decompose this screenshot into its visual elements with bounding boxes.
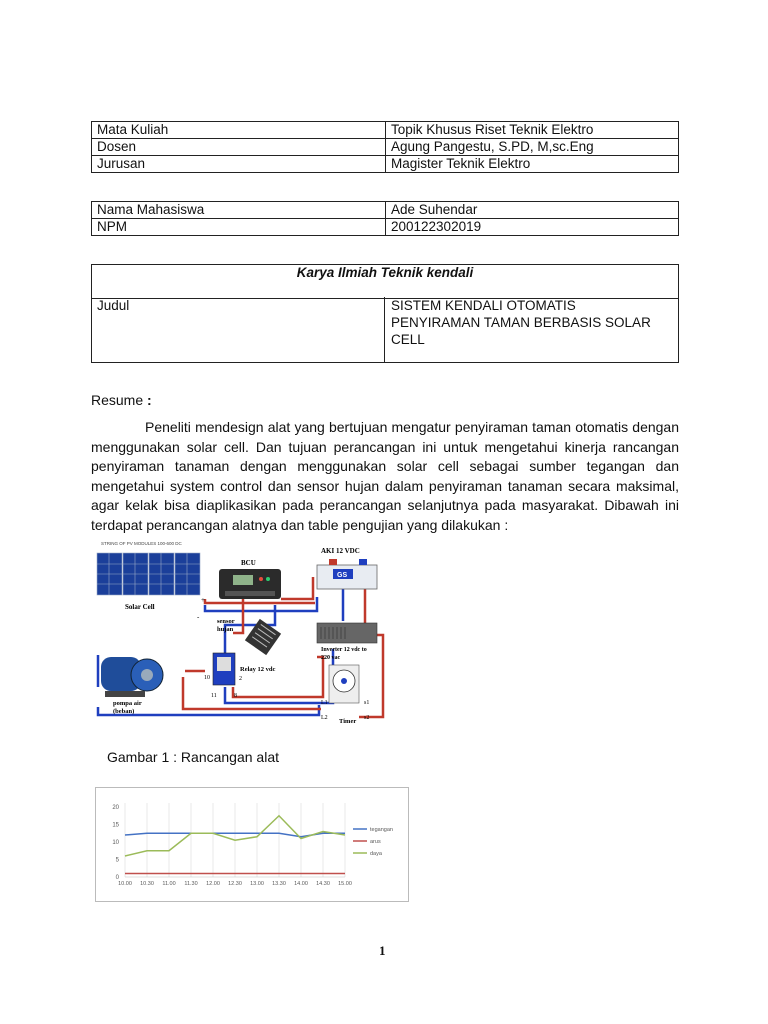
plus-label: + bbox=[201, 596, 205, 604]
timer-label: Timer bbox=[339, 718, 357, 725]
pin-label: 11 bbox=[211, 693, 217, 699]
course-info-table bbox=[91, 121, 679, 173]
legend-label: tegangan bbox=[370, 827, 393, 833]
table-row bbox=[92, 156, 679, 173]
charge-controller-icon bbox=[219, 569, 281, 599]
student-info-table bbox=[91, 201, 679, 236]
karya-heading: Karya Ilmiah Teknik kendali bbox=[92, 265, 678, 299]
wire-red bbox=[233, 657, 323, 697]
table-cell-label: NPM bbox=[92, 219, 386, 236]
judul-value bbox=[385, 297, 678, 362]
x-tick-label: 10.30 bbox=[140, 881, 154, 887]
circuit-diagram bbox=[93, 537, 390, 732]
table-cell-label: Mata Kuliah bbox=[92, 122, 386, 139]
table-cell-label: Nama Mahasiswa bbox=[92, 202, 386, 219]
sensor-label: sensor bbox=[217, 618, 235, 625]
table-row bbox=[92, 122, 679, 139]
s2-label: s2 bbox=[364, 715, 370, 721]
pv-label: STRING OF PV MODULES 100-600 DC bbox=[101, 541, 182, 546]
x-tick-label: 15.00 bbox=[338, 881, 352, 887]
karya-table bbox=[91, 264, 679, 363]
x-tick-label: 14.00 bbox=[294, 881, 308, 887]
resume-heading bbox=[91, 392, 152, 408]
x-tick-label: 14.30 bbox=[316, 881, 330, 887]
y-tick-label: 5 bbox=[115, 857, 119, 864]
pin-label: 8 bbox=[234, 693, 237, 699]
solar-cell-label: Solar Cell bbox=[125, 603, 155, 611]
judul-line: SISTEM KENDALI OTOMATIS bbox=[391, 298, 576, 313]
judul-line: CELL bbox=[391, 332, 425, 347]
resume-paragraph: Peneliti mendesign alat yang bertujuan mengatur penyiraman taman otomatis dengan menggunakan solar cell. Dan tujuan perancangan ini untuk mengetahui kinerja rancangan penyiraman tanaman dengan menggunakan solar cell sebagai sumber tegangan dan mengetahui system control dan sensor hujan dalam penyiraman tanaman secara maksimal, agar kelak bisa diaplikasikan pada perancangan selanjutnya pada masyarakat. Dibawah ini terdapat perancangan alatnya dan table pengujian yang dilakukan : bbox=[91, 419, 679, 533]
relay-icon bbox=[213, 653, 235, 685]
relay-label: Relay 12 vdc bbox=[240, 666, 276, 673]
l2-label: L2 bbox=[321, 715, 328, 721]
pin-label: 10 bbox=[204, 675, 210, 681]
x-tick-label: 10.00 bbox=[118, 881, 132, 887]
resume-colon: : bbox=[147, 392, 152, 408]
aki-label: AKI 12 VDC bbox=[321, 547, 360, 555]
sensor-label: hujan bbox=[217, 626, 234, 633]
pin-label: 2 bbox=[239, 676, 242, 682]
table-cell-value: 200122302019 bbox=[386, 219, 679, 236]
judul-line: PENYIRAMAN TAMAN BERBASIS SOLAR bbox=[391, 315, 651, 330]
x-tick-label: 11.00 bbox=[162, 881, 176, 887]
page-number: 1 bbox=[379, 943, 386, 958]
figure-caption: Gambar 1 : Rancangan alat bbox=[107, 749, 279, 765]
x-tick-label: 13.30 bbox=[272, 881, 286, 887]
judul-label: Judul bbox=[92, 297, 385, 362]
inverter-label: 220 vac bbox=[321, 655, 341, 661]
wire-red bbox=[365, 587, 373, 625]
inverter-label: Inverter 12 vdc to bbox=[321, 647, 367, 653]
solar-panel-icon bbox=[97, 553, 200, 595]
x-tick-label: 13.00 bbox=[250, 881, 264, 887]
table-cell-label: Dosen bbox=[92, 139, 386, 156]
table-row bbox=[92, 202, 679, 219]
wire-red bbox=[233, 595, 243, 633]
x-tick-label: 12.00 bbox=[206, 881, 220, 887]
wire-red bbox=[281, 577, 313, 599]
s1-label: s1 bbox=[364, 700, 370, 706]
table-cell-value: Ade Suhendar bbox=[386, 202, 679, 219]
minus-label: - bbox=[197, 613, 200, 621]
table-cell-value: Magister Teknik Elektro bbox=[386, 156, 679, 173]
resume-label: Resume bbox=[91, 392, 144, 408]
y-tick-label: 20 bbox=[112, 805, 119, 811]
inverter-icon bbox=[317, 623, 377, 643]
table-row bbox=[92, 219, 679, 236]
y-tick-label: 0 bbox=[115, 875, 119, 881]
legend-label: arus bbox=[370, 839, 381, 845]
y-tick-label: 10 bbox=[112, 840, 119, 846]
x-axis bbox=[118, 881, 352, 887]
l1-label: L1 bbox=[321, 700, 328, 706]
pump-label: pompa air bbox=[113, 700, 142, 707]
line-chart bbox=[95, 787, 409, 902]
x-tick-label: 12.30 bbox=[228, 881, 242, 887]
pump-label: (beban) bbox=[113, 708, 135, 715]
y-tick-label: 15 bbox=[112, 822, 119, 829]
table-cell-label: Jurusan bbox=[92, 156, 386, 173]
x-tick-label: 11.30 bbox=[184, 881, 198, 887]
battery-brand: GS bbox=[337, 572, 348, 579]
table-row bbox=[92, 139, 679, 156]
water-pump-icon bbox=[101, 657, 163, 697]
timer-icon bbox=[329, 665, 359, 703]
table-cell-value: Topik Khusus Riset Teknik Elektro bbox=[386, 122, 679, 139]
bcu-label: BCU bbox=[241, 559, 256, 567]
table-cell-value: Agung Pangestu, S.PD, M,sc.Eng bbox=[386, 139, 679, 156]
legend-label: daya bbox=[370, 851, 382, 857]
